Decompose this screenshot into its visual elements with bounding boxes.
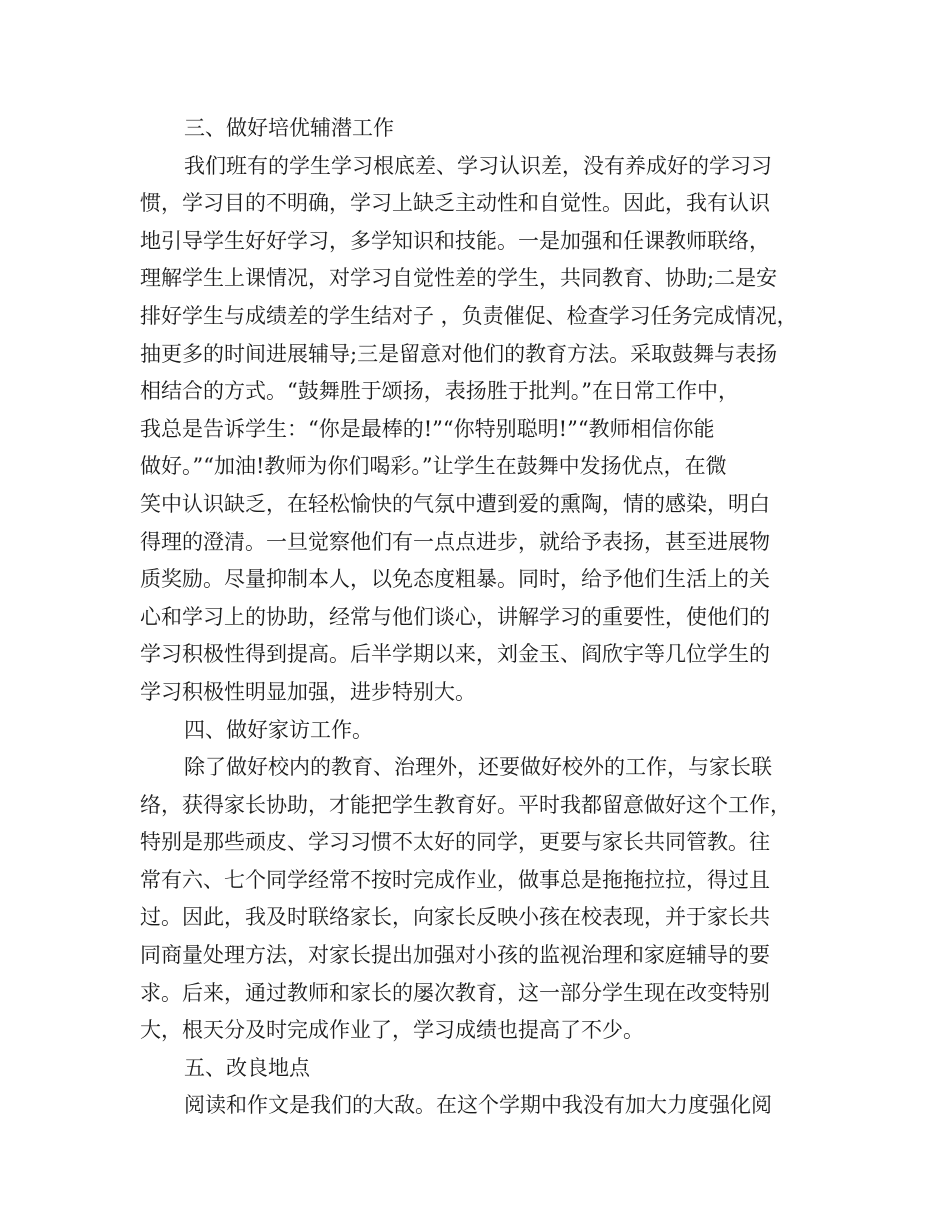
paragraph-line: 笑中认识缺乏，在轻松愉快的气氛中遭到爱的熏陶，情的感染，明白 xyxy=(140,491,770,516)
paragraph-line: 地引导学生好好学习，多学知识和技能。一是加强和任课教师联络， xyxy=(140,228,770,253)
paragraph-line: 惯，学习目的不明确，学习上缺乏主动性和自觉性。因此，我有认识 xyxy=(140,191,770,216)
paragraph-line: 求。后来，通过教师和家长的屡次教育，这一部分学生现在改变特别 xyxy=(140,980,770,1005)
paragraph-line: 我们班有的学生学习根底差、学习认识差，没有养成好的学习习 xyxy=(184,153,772,178)
paragraph-line: 大，根天分及时完成作业了，学习成绩也提高了不少。 xyxy=(140,1018,644,1043)
paragraph-line: 抽更多的时间进展辅导;三是留意对他们的教育方法。采取鼓舞与表扬 xyxy=(140,341,778,366)
paragraph-line: 理解学生上课情况，对学习自觉性差的学生，共同教育、协助;二是安 xyxy=(140,266,778,291)
paragraph-line: 质奖励。尽量抑制本人，以免态度粗暴。同时，给予他们生活上的关 xyxy=(140,567,770,592)
paragraph-line: 学习积极性得到提高。后半学期以来，刘金玉、阎欣宇等几位学生的 xyxy=(140,642,770,667)
paragraph-line: 过。因此，我及时联络家长，向家长反映小孩在校表现，并于家长共 xyxy=(140,905,770,930)
document-body xyxy=(140,110,820,1125)
section-heading-3: 三、做好培优辅潜工作 xyxy=(184,116,394,140)
paragraph-line: 除了做好校内的教育、治理外，还要做好校外的工作，与家长联 xyxy=(184,755,772,780)
paragraph-line: 常有六、七个同学经常不按时完成作业，做事总是拖拖拉拉，得过且 xyxy=(140,867,770,892)
paragraph-line: 络，获得家长协助，才能把学生教育好。平时我都留意做好这个工作， xyxy=(140,792,791,817)
paragraph-line: 学习积极性明显加强，进步特别大。 xyxy=(140,679,476,704)
paragraph-line: 相结合的方式。“鼓舞胜于颂扬，表扬胜于批判。”在日常工作中， xyxy=(140,379,739,404)
paragraph-line: 心和学习上的协助，经常与他们谈心，讲解学习的重要性，使他们的 xyxy=(140,604,770,629)
paragraph-line: 做好。”“加油!教师为你们喝彩。”让学生在鼓舞中发扬优点，在微 xyxy=(140,454,727,479)
section-heading-4: 四、做好家访工作。 xyxy=(184,717,373,742)
paragraph-line: 同商量处理方法，对家长提出加强对小孩的监视治理和家庭辅导的要 xyxy=(140,943,770,968)
paragraph-line: 阅读和作文是我们的大敌。在这个学期中我没有加大力度强化阅 xyxy=(184,1093,772,1118)
paragraph-line: 我总是告诉学生：“你是最棒的!”“你特别聪明!”“教师相信你能 xyxy=(140,416,715,441)
paragraph-line: 特别是那些顽皮、学习习惯不太好的同学，更要与家长共同管教。往 xyxy=(140,830,770,855)
paragraph-line: 排好学生与成绩差的学生结对子 ，负责催促、检查学习任务完成情况， xyxy=(140,303,798,328)
section-heading-5: 五、改良地点 xyxy=(184,1055,310,1080)
paragraph-line: 得理的澄清。一旦觉察他们有一点点进步，就给予表扬，甚至进展物 xyxy=(140,529,770,554)
